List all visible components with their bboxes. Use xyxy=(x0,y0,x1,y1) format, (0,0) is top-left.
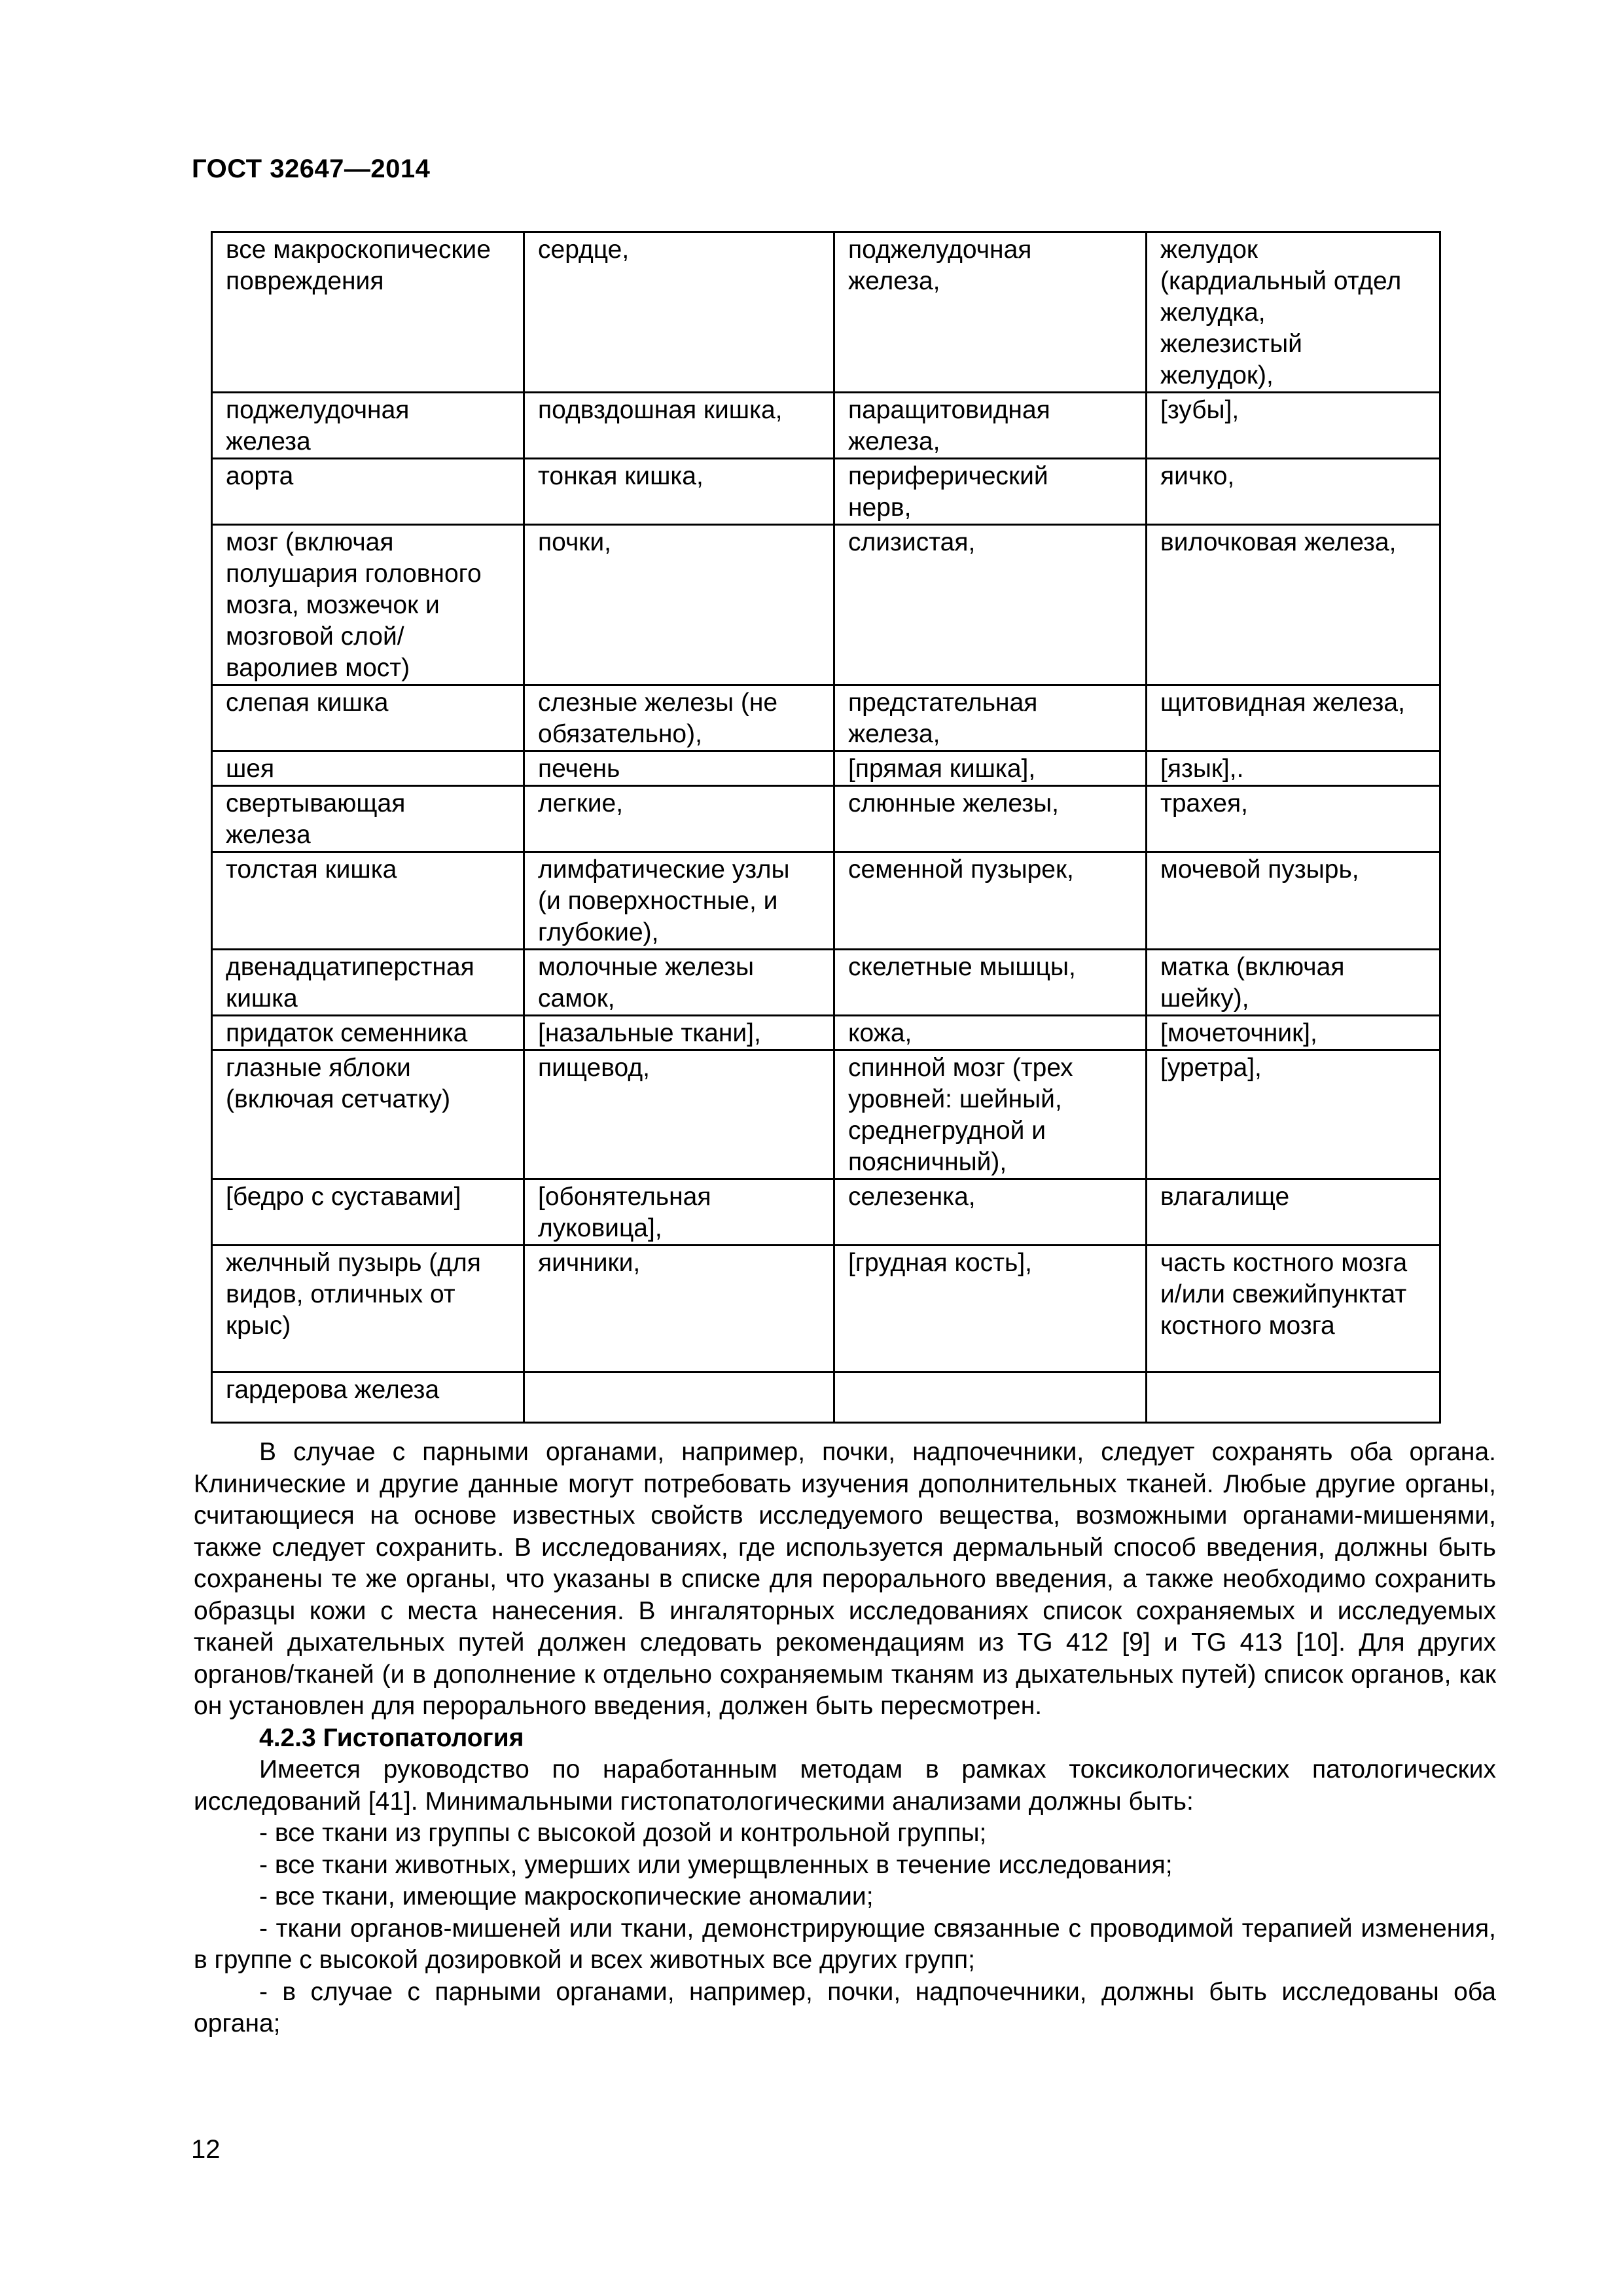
table-cell: периферический нерв, xyxy=(834,459,1147,525)
table-cell: [грудная кость], xyxy=(834,1246,1147,1372)
table-cell: сердце, xyxy=(524,232,834,393)
table-cell: слезные железы (не обязательно), xyxy=(524,685,834,751)
table-cell: трахея, xyxy=(1147,786,1440,852)
list-item: - ткани органов-мишеней или ткани, демонстрирующие связанные с проводимой терапией изменения, в группе с высокой дозировкой и всех животных все других групп; xyxy=(194,1914,1496,1974)
table-cell: все макроскопические повреждения xyxy=(212,232,524,393)
table-cell: вилочковая железа, xyxy=(1147,525,1440,685)
table-cell xyxy=(1147,1372,1440,1423)
table-cell: [назальные ткани], xyxy=(524,1016,834,1050)
table-cell: паращитовидная железа, xyxy=(834,393,1147,459)
body-text xyxy=(194,1437,1496,2040)
list-item: - все ткани, имеющие макроскопические аномалии; xyxy=(259,1882,874,1910)
table-cell: слепая кишка xyxy=(212,685,524,751)
table-row xyxy=(212,786,1440,852)
table-cell: молочные железы самок, xyxy=(524,950,834,1016)
table-cell: предстательная железа, xyxy=(834,685,1147,751)
table-cell: свертывающая железа xyxy=(212,786,524,852)
table-cell: двенадцатиперстная кишка xyxy=(212,950,524,1016)
histopathology-intro: Имеется руководство по наработанным методам в рамках токсикологических патологических исследований [41]. Минимальными гистопатологическими анализами должны быть: xyxy=(194,1755,1496,1816)
table-cell: [бедро с суставами] xyxy=(212,1179,524,1246)
table-row xyxy=(212,232,1440,393)
table-cell: легкие, xyxy=(524,786,834,852)
list-item: - все ткани из группы с высокой дозой и контрольной группы; xyxy=(259,1819,987,1847)
table-cell: гардерова железа xyxy=(212,1372,524,1423)
table-cell: мочевой пузырь, xyxy=(1147,852,1440,950)
table-cell: влагалище xyxy=(1147,1179,1440,1246)
table-row xyxy=(212,751,1440,786)
table-cell: [прямая кишка], xyxy=(834,751,1147,786)
table-cell xyxy=(834,1372,1147,1423)
table-row xyxy=(212,1372,1440,1423)
table-cell: матка (включая шейку), xyxy=(1147,950,1440,1016)
table-cell: печень xyxy=(524,751,834,786)
table-cell: спинной мозг (трех уровней: шейный, среднегрудной и поясничный), xyxy=(834,1050,1147,1179)
table-cell: поджелудочная железа, xyxy=(834,232,1147,393)
table-cell: [зубы], xyxy=(1147,393,1440,459)
table-cell: слизистая, xyxy=(834,525,1147,685)
table-row xyxy=(212,459,1440,525)
table-row xyxy=(212,393,1440,459)
organ-list-table xyxy=(211,231,1441,1424)
table-cell: яичники, xyxy=(524,1246,834,1372)
table-cell: скелетные мышцы, xyxy=(834,950,1147,1016)
table-row xyxy=(212,1246,1440,1372)
table-row xyxy=(212,950,1440,1016)
table-cell: подвздошная кишка, xyxy=(524,393,834,459)
table-cell: пищевод, xyxy=(524,1050,834,1179)
table-cell: яичко, xyxy=(1147,459,1440,525)
table-cell: тонкая кишка, xyxy=(524,459,834,525)
table-row xyxy=(212,685,1440,751)
list-item: - все ткани животных, умерших или умерщвленных в течение исследования; xyxy=(259,1850,1173,1879)
table-cell: желудок (кардиальный отдел желудка, железистый желудок), xyxy=(1147,232,1440,393)
table-cell: глазные яблоки (включая сетчатку) xyxy=(212,1050,524,1179)
table-cell: [язык],. xyxy=(1147,751,1440,786)
page-number: 12 xyxy=(191,2135,221,2164)
table-cell: часть костного мозга и/или свежийпунктат костного мозга xyxy=(1147,1246,1440,1372)
table-cell: придаток семенника xyxy=(212,1016,524,1050)
table-cell: мозг (включая полушария головного мозга, мозжечок и мозговой слой/ варолиев мост) xyxy=(212,525,524,685)
table-cell: слюнные железы, xyxy=(834,786,1147,852)
table-cell: селезенка, xyxy=(834,1179,1147,1246)
table-cell: аорта xyxy=(212,459,524,525)
table-cell: кожа, xyxy=(834,1016,1147,1050)
paired-organs-paragraph: В случае с парными органами, например, почки, надпочечники, следует сохранять оба органа. Клинические и другие данные могут потребовать изучения дополнительных тканей. Любые другие органы, считающиеся на основе известных свойств исследуемого вещества, возможными органами-мишенями, также следует сохранить. В исследованиях, где используется дермальный способ введения, должны быть сохранены те же органы, что указаны в списке для перорального введения, а также необходимо сохранить образцы кожи с места нанесения. В ингаляторных исследованиях список сохраняемых и исследуемых тканей дыхательных путей должен следовать рекомендациям из TG 412 [9] и TG 413 [10]. Для других органов/тканей (и в дополнение к отдельно сохраняемым тканям из дыхательных путей) список органов, как он установлен для перорального введения, должен быть пересмотрен. xyxy=(194,1438,1496,1720)
table-cell: лимфатические узлы (и поверхностные, и глубокие), xyxy=(524,852,834,950)
table-cell: щитовидная железа, xyxy=(1147,685,1440,751)
organ-table-body xyxy=(212,232,1440,1423)
section-heading: 4.2.3 Гистопатология xyxy=(259,1723,524,1752)
table-row xyxy=(212,1016,1440,1050)
table-cell: семенной пузырек, xyxy=(834,852,1147,950)
table-row xyxy=(212,1050,1440,1179)
table-row xyxy=(212,1179,1440,1246)
table-cell: [мочеточник], xyxy=(1147,1016,1440,1050)
table-cell: [обонятельная луковица], xyxy=(524,1179,834,1246)
table-cell xyxy=(524,1372,834,1423)
list-item: - в случае с парными органами, например, почки, надпочечники, должны быть исследованы оба органа; xyxy=(194,1977,1496,2037)
table-cell: толстая кишка xyxy=(212,852,524,950)
table-cell: желчный пузырь (для видов, отличных от крыс) xyxy=(212,1246,524,1372)
table-cell: почки, xyxy=(524,525,834,685)
table-cell: шея xyxy=(212,751,524,786)
table-row xyxy=(212,852,1440,950)
table-row xyxy=(212,525,1440,685)
table-cell: [уретра], xyxy=(1147,1050,1440,1179)
document-header: ГОСТ 32647—2014 xyxy=(192,154,431,183)
table-cell: поджелудочная железа xyxy=(212,393,524,459)
